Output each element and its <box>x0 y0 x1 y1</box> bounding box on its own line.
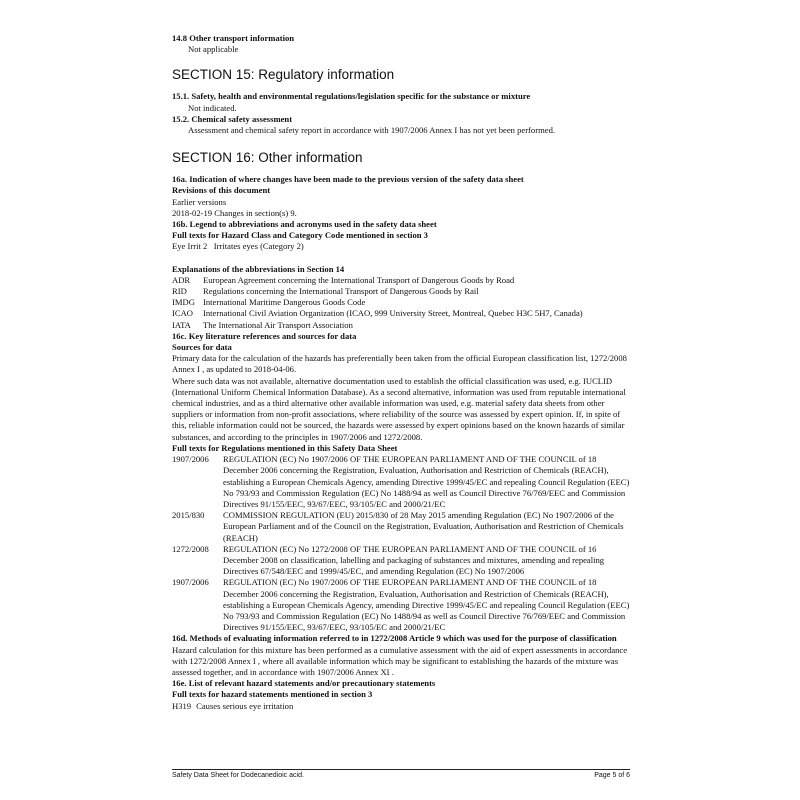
page-footer <box>172 769 630 779</box>
section-15-1-text: Not indicated. <box>188 102 237 113</box>
abbreviation-row <box>172 275 632 286</box>
abbreviations-list <box>172 275 632 331</box>
hazard-statement-code: H319 <box>172 700 192 711</box>
regulation-text: REGULATION (EC) No 1907/2006 OF THE EUROPEAN PARLIAMENT AND OF THE COUNCIL of 18 December 2006 concerning the Registration, Evaluation, Authorisation and Restriction of Chemicals (REACH), establishing a European Chemicals Agency, amending Directive 1999/45/EC and repealing Council Regulation (EEC) No 793/93 and Commission Regulation (EC) No 1488/94 as well as Council Directive 76/769/EEC and Commission Directives 91/155/EEC, 93/67/EEC, 93/105/EC and 2000/21/EC <box>223 577 630 633</box>
section-15-2-text: Assessment and chemical safety report in accordance with 1907/2006 Annex I has not yet been performed. <box>188 125 556 136</box>
abbreviations-title: Explanations of the abbreviations in Section 14 <box>172 263 345 274</box>
regulations-list <box>172 454 632 633</box>
regulation-row <box>172 544 632 578</box>
regulation-text: COMMISSION REGULATION (EU) 2015/830 of 28 May 2015 amending Regulation (EC) No 1907/2006 of the European Parliament and of the Council on the Registration, Evaluation, Authorisation and Restriction of Chemicals (REACH) <box>223 510 624 543</box>
document-page <box>172 33 632 712</box>
regulations-title: Full texts for Regulations mentioned in this Safety Data Sheet <box>172 442 398 453</box>
abbreviation-row <box>172 320 632 331</box>
revisions-title: Revisions of this document <box>172 185 271 196</box>
hazard-statement-row <box>172 701 632 712</box>
abbreviation-code: RID <box>172 286 187 297</box>
abbreviation-text: International Civil Aviation Organization (ICAO, 999 University Street, Montreal, Quebec H3C 5H7, Canada) <box>203 308 583 319</box>
sources-paragraph-1: Primary data for the calculation of the hazards has preferentially been taken from the official European classification list, 1272/2008 Annex I , as updated to 2018-04-06. <box>172 353 627 375</box>
regulation-code: 1272/2008 <box>172 543 209 554</box>
abbreviation-text: European Agreement concerning the International Transport of Dangerous Goods by Road <box>203 274 515 285</box>
section-16c-title: 16c. Key literature references and sources for data <box>172 330 357 341</box>
abbreviation-text: Regulations concerning the International Transport of Dangerous Goods by Rail <box>203 286 479 297</box>
section-16a-title: 16a. Indication of where changes have been made to the previous version of the safety data sheet <box>172 174 524 185</box>
section-16-heading: SECTION 16: Other information <box>172 150 363 166</box>
section-16b-title: 16b. Legend to abbreviations and acronyms used in the safety data sheet <box>172 219 437 230</box>
abbreviation-code: ICAO <box>172 308 194 319</box>
hazard-statement-text: Causes serious eye irritation <box>196 700 294 711</box>
regulation-code: 1907/2006 <box>172 454 209 465</box>
abbreviation-text: The International Air Transport Association <box>203 319 353 330</box>
regulation-code: 2015/830 <box>172 510 205 521</box>
footer-document-title: Safety Data Sheet for Dodecanedioic acid. <box>172 772 304 779</box>
hazard-class-row <box>172 241 632 252</box>
section-15-heading: SECTION 15: Regulatory information <box>172 67 395 83</box>
hazard-class-text: Irritates eyes (Category 2) <box>213 241 304 252</box>
footer-page-number: Page 5 of 6 <box>594 772 630 779</box>
abbreviation-text: International Maritime Dangerous Goods Code <box>203 297 366 308</box>
section-14-8-text: Not applicable <box>188 44 239 55</box>
section-16e-title: 16e. List of relevant hazard statements and/or precautionary statements <box>172 678 436 689</box>
regulation-code: 1907/2006 <box>172 577 209 588</box>
hazard-class-code: Eye Irrit 2 <box>172 241 208 252</box>
section-16d-text: Hazard calculation for this mixture has been performed as a cumulative assessment with the aid of expert assessments in accordance with 1272/2008 Annex I , where all available information which may be significant to establishing the hazards of the mixture was assessed together, and in accordance with 1907/2006 Annex XI . <box>172 644 628 677</box>
section-15-1-title: 15.1. Safety, health and environmental regulations/legislation specific for the substance or mixture <box>172 91 531 102</box>
hazard-statements-title: Full texts for hazard statements mentioned in section 3 <box>172 689 373 700</box>
abbreviation-row <box>172 286 632 297</box>
changes-text: 2018-02-19 Changes in section(s) 9. <box>172 207 297 218</box>
abbreviation-row <box>172 308 632 319</box>
sources-title: Sources for data <box>172 342 232 353</box>
abbreviation-code: IMDG <box>172 297 195 308</box>
regulation-row <box>172 510 632 544</box>
sources-paragraph-2: Where such data was not available, alternative documentation used to establish the official classification was used, e.g. IUCLID (International Uniform Chemical Information Database). As a second alternative, information was used from reputable international chemical industries, and as a third alternative other available information was used, e.g. material safety data sheets from other suppliers or information from non-profit associations, where reliability of the source was assessed by expert opinion. If, in spite of this, reliable information could not be sourced, the hazards were assessed by expert opinions based on the known hazards of similar substances, and according to the principles in 1907/2006 and 1272/2008. <box>172 375 626 442</box>
regulation-row <box>172 577 632 633</box>
section-15-2-title: 15.2. Chemical safety assessment <box>172 113 293 124</box>
hazard-class-full-texts-title: Full texts for Hazard Class and Category Code mentioned in section 3 <box>172 230 428 241</box>
abbreviation-code: IATA <box>172 319 191 330</box>
section-16d-title: 16d. Methods of evaluating information referred to in 1272/2008 Article 9 which was used for the purpose of classification <box>172 633 617 644</box>
regulation-row <box>172 454 632 510</box>
abbreviation-code: ADR <box>172 274 191 285</box>
regulation-text: REGULATION (EC) No 1272/2008 OF THE EUROPEAN PARLIAMENT AND OF THE COUNCIL of 16 December 2008 on classification, labelling and packaging of substances and mixtures, amending and repealing Directives 67/548/EEC and 1999/45/EC, and amending Regulation (EC) No 1907/2006 <box>223 543 605 577</box>
section-14-8-title: 14.8 Other transport information <box>172 33 295 43</box>
earlier-versions: Earlier versions <box>172 196 227 207</box>
abbreviation-row <box>172 297 632 308</box>
regulation-text: REGULATION (EC) No 1907/2006 OF THE EUROPEAN PARLIAMENT AND OF THE COUNCIL of 18 December 2006 concerning the Registration, Evaluation, Authorisation and Restriction of Chemicals (REACH), establishing a European Chemicals Agency, amending Directive 1999/45/EC and repealing Council Regulation (EEC) No 793/93 and Commission Regulation (EC) No 1488/94 as well as Council Directive 76/769/EEC and Commission Directives 91/155/EEC, 93/67/EEC, 93/105/EC and 2000/21/EC <box>223 454 630 509</box>
